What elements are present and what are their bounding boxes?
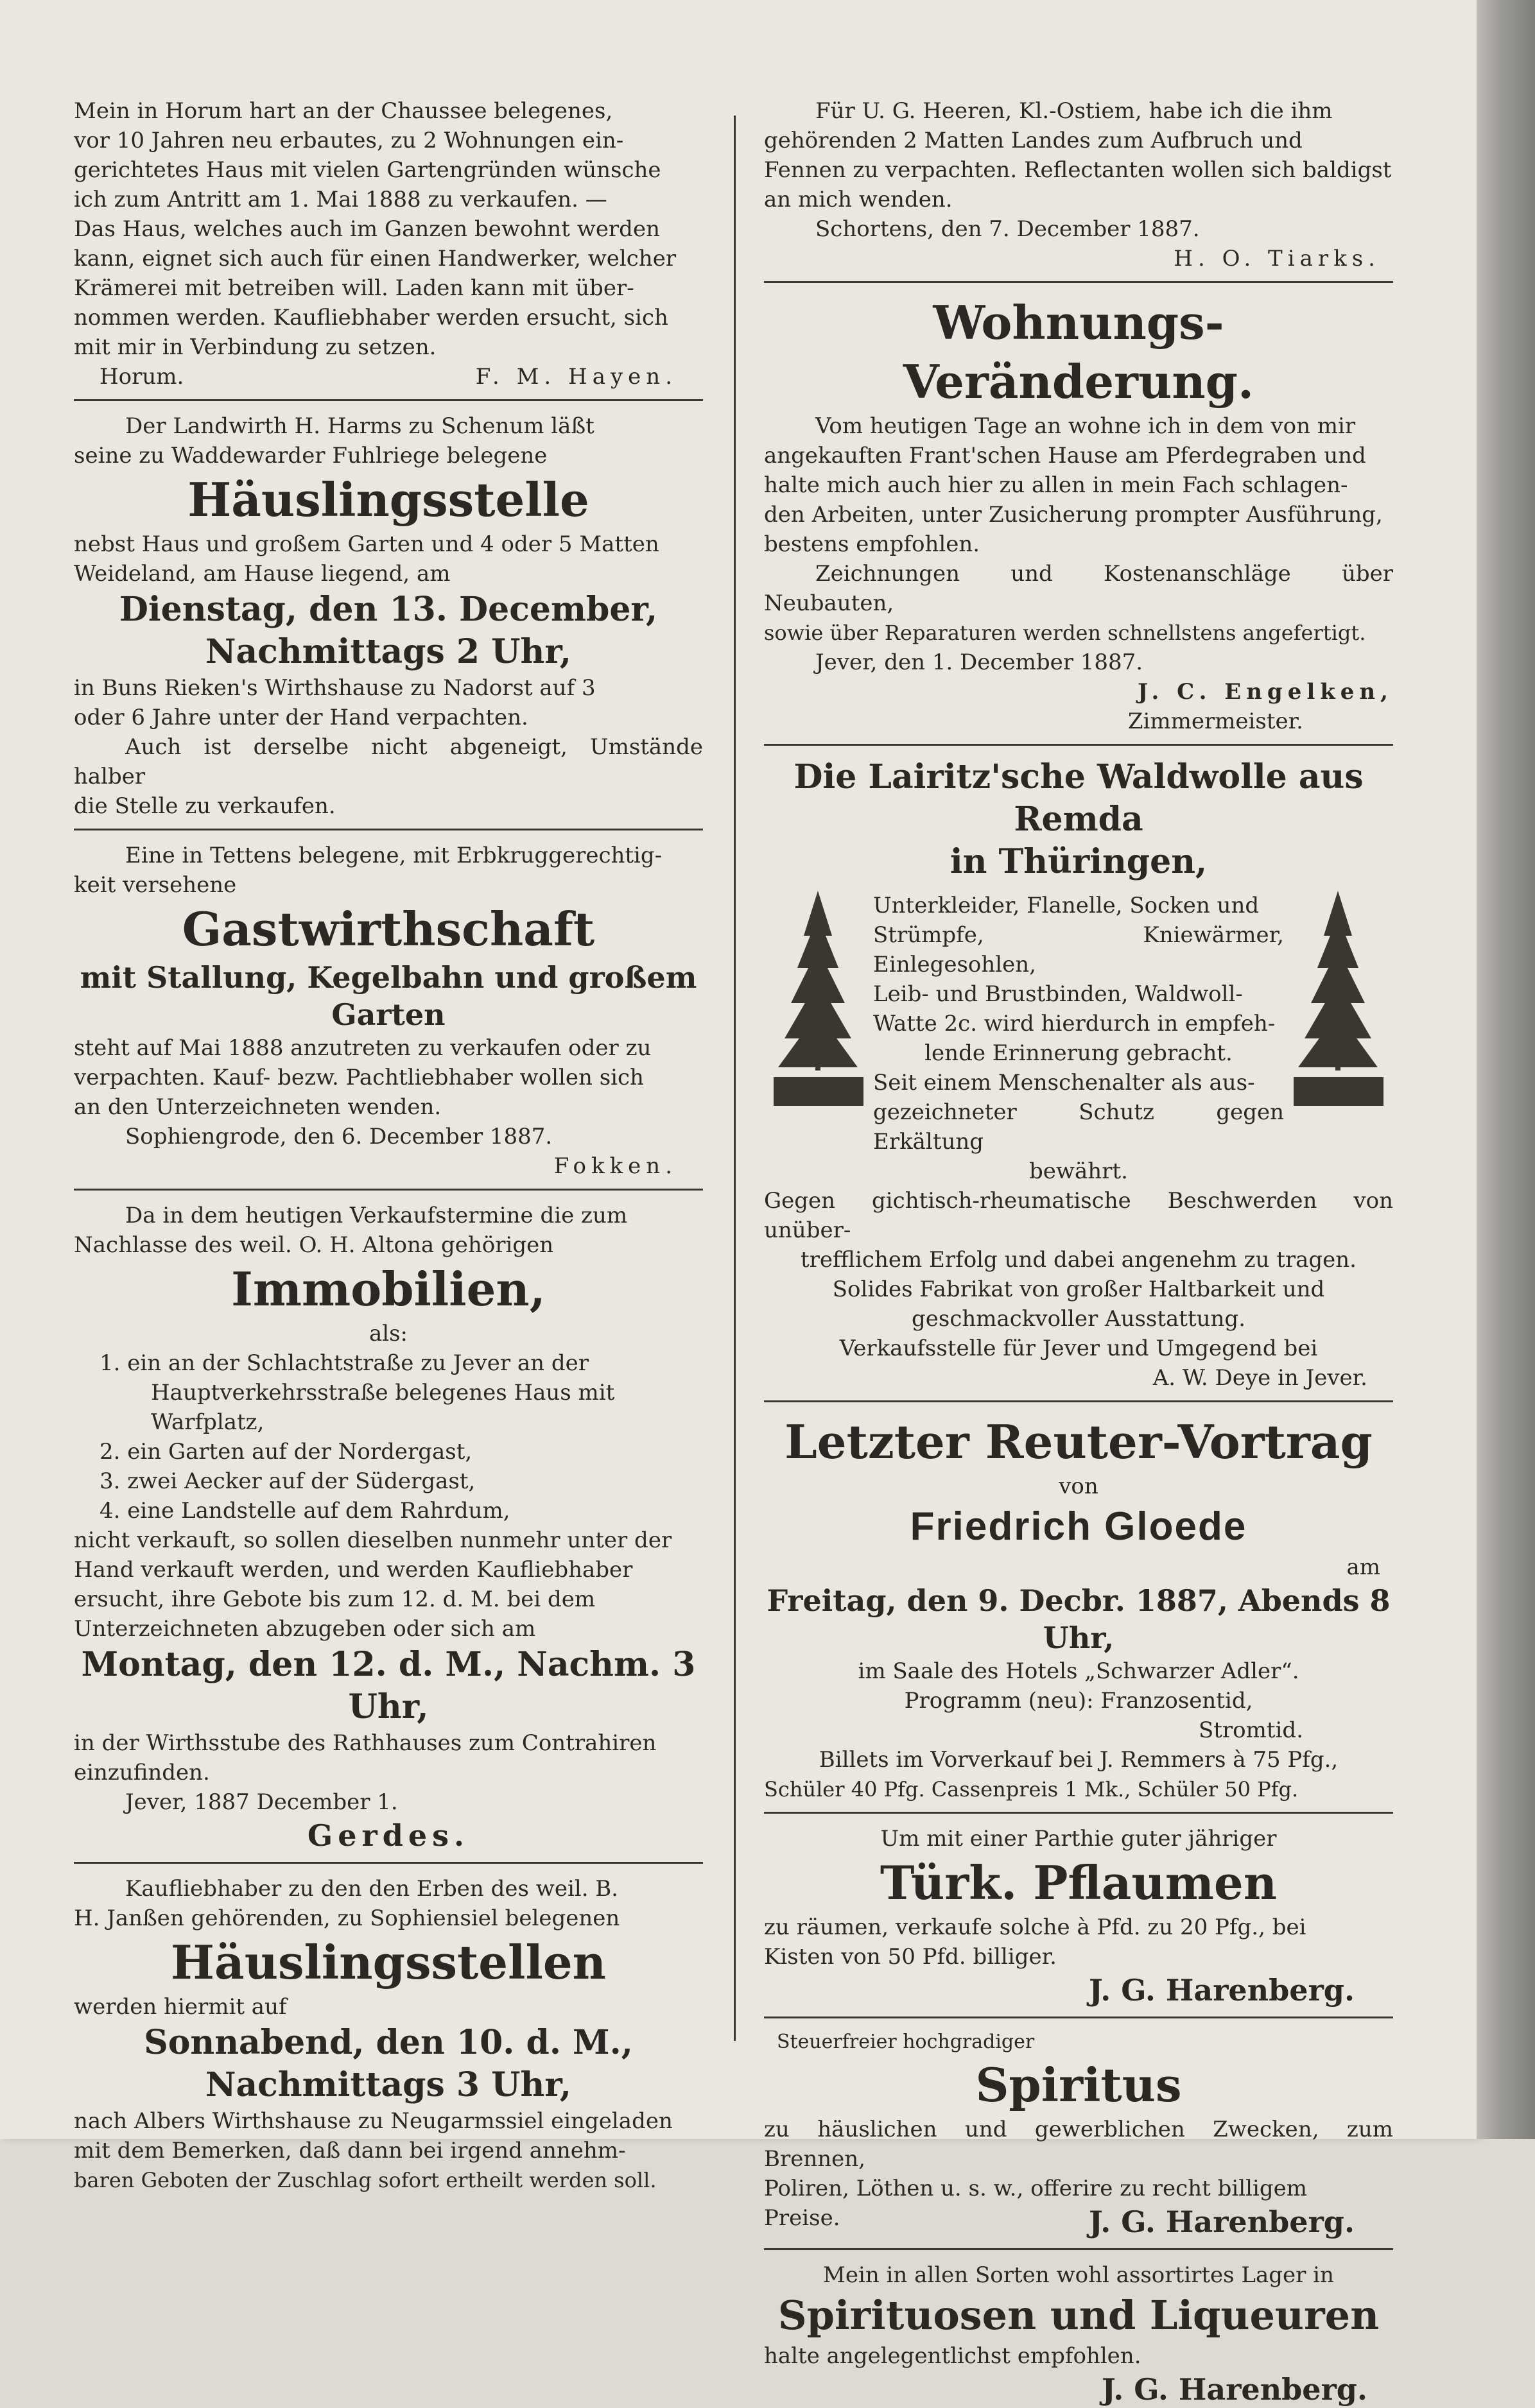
ad-line: oder 6 Jahre unter der Hand verpachten. [74, 705, 528, 730]
ad-line: bestens empfohlen. [764, 531, 980, 557]
ad-line: H. Janßen gehörenden, zu Sophiensiel belegenen [74, 1905, 620, 1931]
page-edge [1477, 0, 1535, 2139]
ad-headline: Häuslingsstelle [187, 472, 589, 527]
ad-line: Kaufliebhaber zu den den Erben des weil. B. [125, 1876, 619, 1902]
ad-line: gehörenden 2 Matten Landes zum Aufbruch und [764, 128, 1303, 153]
tree-section [764, 891, 1393, 1186]
ad-headline: Türk. Pflaumen [880, 1855, 1278, 1910]
ad-heeren-matten [764, 96, 1393, 273]
ad-line: in der Wirthsstube des Rathhauses zum Contrahiren [74, 1730, 657, 1756]
place: Horum. [100, 364, 184, 390]
ad-line: Strümpfe, Kniewärmer, Einlegesohlen, [873, 922, 1284, 977]
ad-line: Seit einem Menschenalter als aus- [873, 1070, 1255, 1096]
fir-tree-illustration-left [764, 891, 873, 1112]
ad-spiritus [764, 2029, 1393, 2240]
ad-line: die Stelle zu verkaufen. [74, 793, 336, 819]
ad-line: ersucht, ihre Gebote bis zum 12. d. M. bei dem [74, 1587, 596, 1612]
ad-reuter-vortrag [764, 1413, 1393, 1804]
ad-line: an mich wenden. [764, 187, 953, 212]
ad-tuerk-pflaumen [764, 1824, 1393, 2009]
ad-spirituosen [764, 2260, 1393, 2408]
ad-waldwolle [764, 756, 1393, 1393]
ad-headline: Häuslingsstellen [171, 1935, 606, 1990]
ad-immobilien [74, 1201, 703, 1854]
ad-line: Fennen zu verpachten. Reflectanten wollen sich baldigst [764, 157, 1392, 183]
divider [764, 1400, 1393, 1402]
ad-line: angekauften Frant'schen Hause am Pferdegraben und [764, 443, 1366, 469]
speaker-name: Friedrich Gloede [910, 1504, 1247, 1549]
signature: F. M. Hayen. [475, 364, 677, 390]
right-column [764, 96, 1393, 2408]
ad-line: Für U. G. Heeren, Kl.-Ostiem, habe ich die ihm [815, 98, 1333, 124]
ad-line: Hand verkauft werden, und werden Kaufliebhaber [74, 1557, 633, 1583]
ad-line: Unterkleider, Flanelle, Socken und [873, 893, 1260, 918]
ad-headline: Spirituosen und Liqueuren [777, 2292, 1380, 2339]
tickets: Billets im Vorverkauf bei J. Remmers à 75 Pfg., [819, 1747, 1339, 1773]
signature: Fokken. [553, 1153, 677, 1179]
ad-line: Gegen gichtisch-rheumatische Beschwerden von unüber- [764, 1188, 1393, 1243]
ad-line: geschmackvoller Ausstattung. [911, 1306, 1245, 1332]
ad-line: Zeichnungen und Kostenanschläge über Neubauten, [764, 561, 1393, 616]
ad-time-line: Nachmittags 2 Uhr, [205, 632, 572, 671]
ad-line: Vom heutigen Tage an wohne ich in dem von mir [815, 413, 1356, 439]
ad-line: Mein in Horum hart an der Chaussee belegenes, [74, 98, 613, 124]
ad-line: halte mich auch hier zu allen in mein Fach schlagen- [764, 472, 1348, 498]
divider [764, 1812, 1393, 1814]
ad-haeuslingsstelle-harms [74, 411, 703, 821]
ad-line: bewährt. [1029, 1158, 1128, 1184]
ad-line: seine zu Waddewarder Fuhlriege belegene [74, 443, 548, 469]
signature-title: Zimmermeister. [1127, 709, 1303, 734]
ad-line: Da in dem heutigen Verkaufstermine die zum [125, 1203, 628, 1228]
ad-line: kann, eignet sich auch für einen Handwerker, welcher [74, 246, 677, 271]
left-column [74, 96, 703, 2195]
ad-line: werden hiermit auf [74, 1994, 287, 2020]
place-date: Sophiengrode, den 6. December 1887. [125, 1124, 553, 1149]
divider [764, 744, 1393, 746]
ad-date-line: Sonnabend, den 10. d. M., [144, 2023, 633, 2062]
list-item: Warfplatz, [151, 1409, 265, 1435]
place-date: Jever, 1887 December 1. [125, 1789, 398, 1815]
ad-line: Poliren, Löthen u. s. w., offerire zu recht billigem [764, 2176, 1307, 2201]
ad-line: Nachlasse des weil. O. H. Altona gehörigen [74, 1232, 554, 1258]
ad-line: nebst Haus und großem Garten und 4 oder 5 Matten [74, 531, 659, 557]
ad-headline: in Thüringen, [950, 842, 1208, 881]
ad-line: mit dem Bemerken, daß dann bei irgend annehm- [74, 2138, 626, 2163]
ad-headline: Letzter Reuter-Vortrag [785, 1415, 1373, 1469]
ad-line: einzufinden. [74, 1760, 210, 1785]
tree-text [873, 891, 1284, 1186]
signature: J. G. Harenberg. [1089, 2205, 1355, 2239]
list-item: 4. eine Landstelle auf dem Rahrdum, [100, 1498, 510, 1524]
divider [764, 281, 1393, 283]
ad-headline: Gastwirthschaft [182, 902, 595, 956]
ad-date-line: Montag, den 12. d. M., Nachm. 3 Uhr, [81, 1645, 696, 1726]
ad-line: ich zum Antritt am 1. Mai 1888 zu verkaufen. — [74, 187, 607, 212]
ad-time-line: Nachmittags 3 Uhr, [205, 2065, 572, 2104]
ad-line: als: [369, 1321, 408, 1346]
ad-line: mit mir in Verbindung zu setzen. [74, 334, 437, 360]
place-date: Jever, den 1. December 1887. [815, 649, 1143, 675]
ad-subheadline: mit Stallung, Kegelbahn und großem [80, 960, 697, 995]
ad-line: Um mit einer Parthie guter jähriger [880, 1826, 1277, 1852]
ad-line: Der Landwirth H. Harms zu Schenum läßt [125, 413, 594, 439]
ad-line: Kisten von 50 Pfd. billiger. [764, 1944, 1057, 1970]
ad-line: Mein in allen Sorten wohl assortirtes Lager in [823, 2262, 1334, 2288]
ad-line: keit versehene [74, 872, 237, 898]
program: Stromtid. [1198, 1717, 1303, 1743]
ad-line: lende Erinnerung gebracht. [924, 1040, 1233, 1066]
divider [764, 2017, 1393, 2018]
signature: J. C. Engelken, [1138, 679, 1393, 705]
ad-line: gerichtetes Haus mit vielen Gartengründen wünsche [74, 157, 661, 183]
ad-line: Verkaufsstelle für Jever und Umgegend bei [839, 1336, 1318, 1361]
ad-line: zu häuslichen und gewerblichen Zwecken, zum Brennen, [764, 2117, 1393, 2172]
signature: Gerdes. [307, 1818, 470, 1853]
list-item: Hauptverkehrsstraße belegenes Haus mit [151, 1380, 615, 1406]
ad-line: nommen werden. Kaufliebhaber werden ersucht, sich [74, 305, 668, 331]
ad-gastwirthschaft [74, 841, 703, 1181]
ad-line: halte angelegentlichst empfohlen. [764, 2343, 1141, 2369]
list-item: 2. ein Garten auf der Nordergast, [100, 1439, 473, 1465]
signature-row [74, 362, 703, 391]
signature: J. G. Harenberg. [1102, 2372, 1367, 2407]
dealer: A. W. Deye in Jever. [1152, 1365, 1367, 1391]
divider [74, 1862, 703, 1864]
ad-line: steht auf Mai 1888 anzutreten zu verkaufen oder zu [74, 1035, 652, 1061]
ad-line: Steuerfreier hochgradiger [777, 2031, 1035, 2053]
place-date: Schortens, den 7. December 1887. [815, 216, 1200, 242]
ad-wohnungs-veraenderung [764, 293, 1393, 736]
ad-line: den Arbeiten, unter Zusicherung prompter Ausführung, [764, 502, 1383, 528]
ad-line: gezeichneter Schutz gegen Erkältung [873, 1099, 1284, 1155]
list-item: 3. zwei Aecker auf der Südergast, [100, 1468, 476, 1494]
ad-line: von [1059, 1474, 1098, 1499]
tickets: Schüler 40 Pfg. Cassenpreis 1 Mk., Schüler 50 Pfg. [764, 1777, 1299, 1802]
ad-headline: Die Lairitz'sche Waldwolle aus Remda [794, 757, 1364, 839]
fir-tree-illustration-right [1284, 891, 1393, 1112]
ad-line: Preise. [764, 2205, 840, 2231]
ad-line: Eine in Tettens belegene, mit Erbkruggerechtig- [125, 843, 663, 868]
signature-row [764, 2203, 1393, 2240]
ad-line: nach Albers Wirthshause zu Neugarmssiel eingeladen [74, 2108, 673, 2134]
venue: im Saale des Hotels „Schwarzer Adler“. [858, 1658, 1299, 1684]
ad-line: Leib- und Brustbinden, Waldwoll- [873, 981, 1243, 1007]
ad-line: in Buns Rieken's Wirthshause zu Nadorst auf 3 [74, 675, 596, 701]
divider [74, 829, 703, 830]
ad-line: vor 10 Jahren neu erbautes, zu 2 Wohnungen ein- [74, 128, 624, 153]
divider [74, 1189, 703, 1191]
ad-house-horum [74, 96, 703, 391]
signature: H. O. Tiarks. [1174, 246, 1380, 271]
ad-headline: Immobilien, [231, 1262, 546, 1316]
ad-line: Weideland, am Hause liegend, am [74, 561, 451, 587]
ad-haeuslingsstellen-janssen [74, 1874, 703, 2195]
ad-subheadline: Garten [331, 997, 446, 1032]
ad-line: an den Unterzeichneten wenden. [74, 1094, 442, 1120]
divider [74, 399, 703, 401]
ad-line: Das Haus, welches auch im Ganzen bewohnt werden [74, 216, 660, 242]
ad-headline: Wohnungs-Veränderung. [903, 295, 1254, 409]
ad-headline: Spiritus [975, 2058, 1182, 2112]
signature: J. G. Harenberg. [1089, 1973, 1355, 2008]
ad-date-line: Dienstag, den 13. December, [119, 590, 658, 629]
ad-line: sowie über Reparaturen werden schnellstens angefertigt. [764, 621, 1366, 645]
list-item: 1. ein an der Schlachtstraße zu Jever an der [100, 1350, 589, 1376]
ad-date-line: Freitag, den 9. Decbr. 1887, Abends 8 Uhr, [767, 1583, 1391, 1655]
program: Programm (neu): Franzosentid, [904, 1688, 1253, 1714]
ad-line: Krämerei mit betreiben will. Laden kann mit über- [74, 275, 634, 301]
ad-line: Auch ist derselbe nicht abgeneigt, Umstände halber [74, 734, 703, 789]
ad-line: Unterzeichneten abzugeben oder sich am [74, 1616, 536, 1642]
ad-line: verpachten. Kauf- bezw. Pachtliebhaber wollen sich [74, 1065, 644, 1090]
ad-line: nicht verkauft, so sollen dieselben nunmehr unter der [74, 1527, 672, 1553]
divider [764, 2248, 1393, 2250]
ad-line: Solides Fabrikat von großer Haltbarkeit und [832, 1277, 1325, 1302]
ad-line: Watte 2c. wird hierdurch in empfeh- [873, 1011, 1276, 1036]
column-divider [734, 116, 736, 2041]
ad-line: baren Geboten der Zuschlag sofort ertheilt werden soll. [74, 2168, 657, 2192]
ad-line: zu räumen, verkaufe solche à Pfd. zu 20 Pfg., bei [764, 1914, 1306, 1940]
ad-line: am [1346, 1554, 1380, 1580]
ad-line: trefflichem Erfolg und dabei angenehm zu tragen. [800, 1247, 1357, 1273]
